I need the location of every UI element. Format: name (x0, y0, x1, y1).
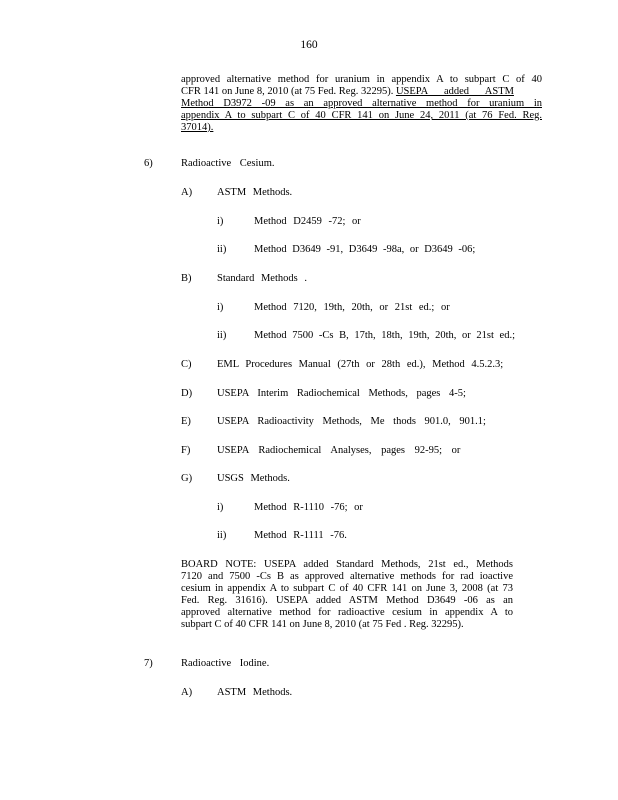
board-note-line: cesium in appendix A to subpart C of 40 CFR 141 on June 3, 2008 (at 73 (181, 583, 513, 594)
item-6-E-mark: E) (181, 416, 191, 427)
page-number: 160 (300, 39, 318, 51)
top-note-line-5: 37014). (181, 122, 214, 133)
item-6-D-mark: D) (181, 388, 193, 399)
item-6-B-ii-text: Method 7500 -Cs B, 17th, 18th, 19th, 20th, or 21st ed.; (254, 330, 515, 341)
item-7-heading: Radioactive Iodine. (181, 658, 270, 669)
item-7-A-mark: A) (181, 687, 193, 698)
board-note-paragraph (181, 559, 513, 631)
item-6-B-i-mark: i) (217, 302, 224, 313)
top-note-line-4: appendix A to subpart C of 40 CFR 141 on June 24, 2011 (at 76 Fed. Reg. (181, 110, 542, 121)
item-6-B-mark: B) (181, 273, 192, 284)
item-6-D-text: USEPA Interim Radiochemical Methods, pages 4-5; (217, 388, 466, 399)
item-6-G-ii-mark: ii) (217, 530, 227, 541)
top-note-line-3: Method D3972 -09 as an approved alternative method for uranium in (181, 98, 542, 109)
item-6-A-mark: A) (181, 187, 193, 198)
board-note-line: approved alternative method for radioactive cesium in appendix A to (181, 607, 513, 618)
top-note-line-1: approved alternative method for uranium in appendix A to subpart C of 40 (181, 74, 542, 85)
amendment-underlined-text: USEPA added ASTM (395, 86, 514, 97)
item-6-G-heading: USGS Methods. (217, 473, 290, 484)
item-6-B-ii-mark: ii) (217, 330, 227, 341)
item-6-A-ii-mark: ii) (217, 244, 227, 255)
item-6-G-i-text: Method R-1110 -76; or (254, 502, 363, 513)
item-6-A-i-text: Method D2459 -72; or (254, 216, 361, 227)
top-note-line-2: CFR 141 on June 8, 2010 (at 75 Fed. Reg. 32295). USEPA added ASTM (181, 86, 514, 97)
item-6-number: 6) (144, 158, 153, 169)
item-6-heading: Radioactive Cesium. (181, 158, 275, 169)
item-6-G-mark: G) (181, 473, 193, 484)
item-6-B-heading: Standard Methods . (217, 273, 307, 284)
item-6-G-i-mark: i) (217, 502, 224, 513)
top-note-paragraph (181, 74, 542, 134)
item-6-B-i-text: Method 7120, 19th, 20th, or 21st ed.; or (254, 302, 450, 313)
item-6-F-mark: F) (181, 445, 191, 456)
item-6-C-mark: C) (181, 359, 192, 370)
board-note-line: BOARD NOTE: USEPA added Standard Methods, 21st ed., Methods (181, 559, 513, 570)
item-6-F-text: USEPA Radiochemical Analyses, pages 92-95; or (217, 445, 461, 456)
item-7-A-heading: ASTM Methods. (217, 687, 293, 698)
item-6-C-text: EML Procedures Manual (27th or 28th ed.), Method 4.5.2.3; (217, 359, 504, 370)
item-6-A-heading: ASTM Methods. (217, 187, 293, 198)
item-6-A-i-mark: i) (217, 216, 224, 227)
item-6-G-ii-text: Method R-1111 -76. (254, 530, 347, 541)
item-6-A-ii-text: Method D3649 -91, D3649 -98a, or D3649 -06; (254, 244, 476, 255)
board-note-line: subpart C of 40 CFR 141 on June 8, 2010 (at 75 Fed . Reg. 32295). (181, 619, 464, 630)
board-note-line: 7120 and 7500 -Cs B as approved alternative methods for rad ioactive (181, 571, 513, 582)
item-6-E-text: USEPA Radioactivity Methods, Me thods 901.0, 901.1; (217, 416, 486, 427)
board-note-line: Fed. Reg. 31616). USEPA added ASTM Method D3649 -06 as an (181, 595, 513, 606)
item-7-number: 7) (144, 658, 153, 669)
